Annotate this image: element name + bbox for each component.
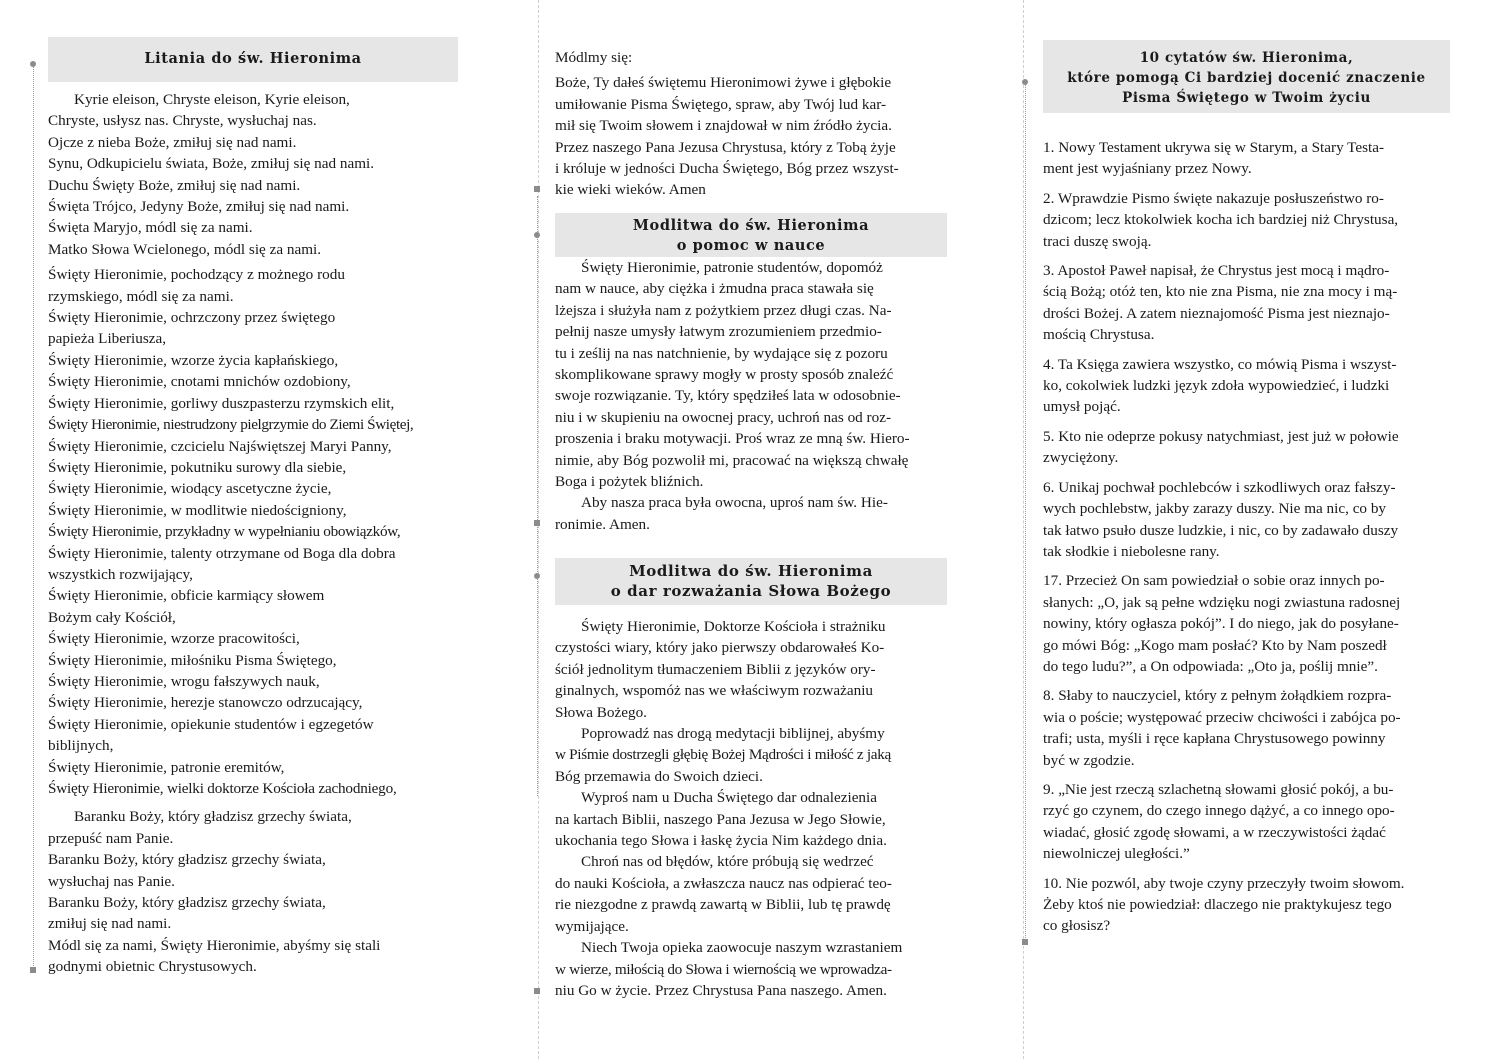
guide-square-bottom-1 <box>30 967 36 973</box>
quote-line: drości Bożej. A zatem nieznajomość Pisma jest nieznajo- <box>1043 304 1390 322</box>
guide-square-2e <box>534 988 540 994</box>
quote-item <box>1043 477 1450 563</box>
margin-guide-1 <box>33 64 34 970</box>
quote-line: Żeby ktoś nie powiedział: dlaczego nie praktykujesz tego <box>1043 896 1392 913</box>
litany-line: Święty Hieronimie, wrogu fałszywych nauk, <box>48 672 320 690</box>
litany-line: Duchu Święty Boże, zmiłuj się nad nami. <box>48 176 301 194</box>
litany-line: Baranku Boży, który gładzisz grzechy świata, <box>48 851 326 869</box>
quote-line: dzicom; lecz ktokolwiek kocha ich bardziej niż Chrystusa, <box>1043 211 1399 229</box>
prayer-line: Chroń nas od błędów, które próbują się wedrzeć <box>581 853 874 871</box>
prayer-line: Wyproś nam u Ducha Świętego dar odnalezienia <box>581 789 877 807</box>
litany-line: Święty Hieronimie, niestrudzony pielgrzymie do Ziemi Świętej, <box>48 416 414 434</box>
quote-line: wia o poście; występować przeciw chciwości i zabójca po- <box>1043 708 1401 726</box>
prayer-line: ronimie. Amen. <box>555 515 650 533</box>
quote-line: 10. Nie pozwól, aby twoje czyny przeczyły twoim słowom. <box>1043 874 1405 892</box>
prayer-line: pełnij nasze umysły łatwym zrozumieniem przedmio- <box>555 323 882 341</box>
prayer-line: Święty Hieronimie, Doktorze Kościoła i strażniku <box>581 618 886 635</box>
litany-line: Kyrie eleison, Chryste eleison, Kyrie eleison, <box>74 91 350 108</box>
prayer-line: Poprowadź nas drogą medytacji biblijnej, abyśmy <box>581 725 885 743</box>
litany-line: wysłuchaj nas Panie. <box>48 872 175 890</box>
litany-line: Módl się za nami, Święty Hieronimie, abyśmy się stali <box>48 936 381 954</box>
litany-line: Święty Hieronimie, herezje stanowczo odrzucający, <box>48 694 363 712</box>
prayer-line: Przez naszego Pana Jezusa Chrystusa, który z Tobą żyje <box>555 138 896 156</box>
quote-item <box>1043 260 1450 346</box>
prayer-study-title-box <box>555 213 947 257</box>
litany-line: Święty Hieronimie, ochrzczony przez świętego <box>48 309 336 327</box>
quotes-title-2: które pomogą Ci bardziej docenić znaczenie <box>1067 70 1426 86</box>
prayer-line: do nauki Kościoła, a zwłaszcza naucz nas odpierać teo- <box>555 874 892 892</box>
fold-line-left <box>538 0 539 1059</box>
quote-line: ścią Bożą; otóż ten, kto nie zna Pisma, nie zna mocy i mą- <box>1043 283 1398 301</box>
quote-line: ment jest wyjaśniany przez Nowy. <box>1043 160 1252 178</box>
quote-line: zwyciężony. <box>1043 449 1119 467</box>
guide-dot-top-1 <box>30 61 36 67</box>
litany-line: Święty Hieronimie, patronie eremitów, <box>48 758 285 776</box>
guide-dot-top-3 <box>1022 79 1028 85</box>
litany-line: Święty Hieronimie, gorliwy duszpasterzu rzymskich elit, <box>48 394 395 412</box>
quotes-title-1: 10 cytatów św. Hieronima, <box>1139 50 1354 66</box>
prayer-line: lżejsza i służyła nam z pożytkiem przez długi czas. Na- <box>555 301 892 319</box>
quote-item <box>1043 354 1450 418</box>
guide-square-bottom-3 <box>1022 939 1028 945</box>
quote-line: 17. Przecież On sam powiedział o sobie oraz innych po- <box>1043 572 1385 590</box>
quote-line: 6. Unikaj pochwał pochlebców i szkodliwych oraz fałszy- <box>1043 478 1396 496</box>
quote-item <box>1043 779 1450 865</box>
quote-line: do tego ludu?”, a On odpowiada: „Oto ja, poślij mnie”. <box>1043 657 1378 675</box>
litany-line: Święty Hieronimie, czcicielu Najświętszej Maryi Panny, <box>48 437 392 455</box>
prayer-line: Niech Twoja opieka zaowocuje naszym wzrastaniem <box>581 939 903 957</box>
prayer-line: nam w nauce, aby ciężka i żmudna praca stawała się <box>555 280 874 298</box>
quote-line: go mówi Bóg: „Kogo mam posłać? Kto by Nam poszedł <box>1043 636 1387 654</box>
litany-line: Ojcze z nieba Boże, zmiłuj się nad nami. <box>48 133 297 151</box>
margin-guide-2 <box>537 196 538 796</box>
quote-line: 9. „Nie jest rzeczą szlachetną słowami głosić pokój, a bu- <box>1043 780 1394 798</box>
prayer-study-title-1: Modlitwa do św. Hieronima <box>632 217 870 234</box>
prayer-line: w wierze, miłością do Słowa i wiernością we wprowadza- <box>555 960 892 978</box>
quote-line: 3. Apostoł Paweł napisał, że Chrystus jest mocą i mądro- <box>1043 262 1390 280</box>
quote-item <box>1043 873 1450 937</box>
litany-line: Święty Hieronimie, opiekunie studentów i egzegetów <box>48 715 374 733</box>
quote-line: tak łatwo psuło dusze ludzkie, i nic, co by zadawało duszy <box>1043 521 1399 539</box>
prayer-line: kie wieki wieków. Amen <box>555 181 706 199</box>
quote-line: tak słodkie i niebolesne rany. <box>1043 542 1220 560</box>
fold-line-right <box>1023 0 1024 1059</box>
margin-guide-3 <box>1025 82 1026 944</box>
prayer-word-title-2: o dar rozważania Słowa Bożego <box>610 582 892 600</box>
litany-line: Święty Hieronimie, wiodący ascetyczne życie, <box>48 480 332 498</box>
quote-line: rzyć go czynem, do czego innego dążyć, a co innego opo- <box>1043 802 1395 820</box>
litany-title-box <box>48 37 458 82</box>
quote-line: wych pochlebstw, jakby zarazy duszy. Nie ma nic, co by <box>1043 500 1387 518</box>
litany-line: Baranku Boży, który gładzisz grzechy świata, <box>48 894 326 912</box>
litany-line: Synu, Odkupicielu świata, Boże, zmiłuj się nad nami. <box>48 155 375 173</box>
prayer-line: rie niezgodne z prawdą zawartą w Biblii, lub tę prawdę <box>555 896 891 914</box>
prayer-line: Aby nasza praca była owocna, uproś nam św. Hie- <box>581 494 888 512</box>
quote-item <box>1043 188 1450 252</box>
litany-line: wszystkich rozwijający, <box>48 565 193 583</box>
quotes-column <box>1043 0 1450 937</box>
quote-line: ko, cokolwiek ludzki język zdoła wypowiedzieć, i ludzki <box>1043 377 1390 395</box>
prayers-column <box>555 0 947 999</box>
quote-line: 2. Wprawdzie Pismo święte nakazuje posłuszeństwo ro- <box>1043 189 1384 207</box>
litany-line: zmiłuj się nad nami. <box>48 915 172 933</box>
litany-line: Baranku Boży, który gładzisz grzechy świata, <box>74 808 352 826</box>
prayer-word-text <box>555 616 947 1001</box>
litany-line: godnymi obietnic Chrystusowych. <box>48 958 257 976</box>
let-us-pray-heading: Módlmy się: <box>555 49 633 66</box>
litany-line: Święty Hieronimie, miłośniku Pisma Świętego, <box>48 651 337 669</box>
quote-line: umysł pojąć. <box>1043 398 1121 416</box>
quote-item <box>1043 426 1450 469</box>
prayer-line: ukochania tego Słowa i łaskę życia Nim każdego dnia. <box>555 832 887 850</box>
quotes-title-box <box>1043 40 1450 113</box>
litany-line: Święta Trójco, Jedyny Boże, zmiłuj się nad nami. <box>48 198 350 216</box>
prayer-line: skomplikowane sprawy mogły w prosty sposób znaleźć <box>555 366 894 384</box>
prayer-line: proszenia i braku motywacji. Proś wraz ze mną św. Hiero- <box>555 430 910 448</box>
prayer-line: ginalnych, wspomóż nas we właściwym rozważaniu <box>555 682 874 700</box>
prayer-line: niu Go w życie. Przez Chrystusa Pana naszego. Amen. <box>555 981 887 999</box>
litany-text <box>48 89 458 978</box>
quote-line: niewolniczej uległości.” <box>1043 845 1190 863</box>
prayer-line: ściół jednolitym tłumaczeniem Biblii z języków ory- <box>555 660 876 678</box>
prayer-study-text <box>555 257 947 535</box>
quote-item <box>1043 570 1450 677</box>
quote-line: słanych: „O, jak są pełne wdzięku nogi zwiastuna radosnej <box>1043 593 1401 611</box>
quote-line: 1. Nowy Testament ukrywa się w Starym, a Stary Testa- <box>1043 139 1385 156</box>
prayer-line: Słowa Bożego. <box>555 703 647 721</box>
litany-line: Święty Hieronimie, pochodzący z możnego rodu <box>48 266 345 284</box>
quotes-title-3: Pisma Świętego w Twoim życiu <box>1122 90 1371 106</box>
quote-line: 8. Słaby to nauczyciel, który z pełnym żołądkiem rozpra- <box>1043 687 1392 705</box>
litany-line: Święty Hieronimie, obficie karmiący słowem <box>48 587 325 605</box>
quote-line: mością Chrystusa. <box>1043 326 1155 344</box>
litany-line: rzymskiego, módl się za nami. <box>48 287 234 305</box>
prayer-line: tu i ześlij na nas natchnienie, by wydające się z pozoru <box>555 344 888 362</box>
quote-line: co głosisz? <box>1043 917 1111 935</box>
quote-line: trafi; usta, myśli i ręce kapłana Chrystusowego powinny <box>1043 730 1386 748</box>
litany-line: Chryste, usłysz nas. Chryste, wysłuchaj nas. <box>48 112 317 130</box>
litany-line: Święty Hieronimie, wzorze pracowitości, <box>48 630 300 648</box>
litany-line: Święty Hieronimie, przykładny w wypełnianiu obowiązków, <box>48 523 401 541</box>
guide-square-2c <box>534 520 540 526</box>
prayer-line: Boga i pożytek bliźnich. <box>555 473 704 491</box>
litany-line: przepuść nam Panie. <box>48 829 174 847</box>
quote-item <box>1043 137 1450 180</box>
litany-column <box>48 0 458 978</box>
prayer-study-title-2: o pomoc w nauce <box>676 237 826 254</box>
quotes-list <box>1043 137 1450 937</box>
litany-line: Matko Słowa Wcielonego, módl się za nami. <box>48 240 322 258</box>
prayer-line: na kartach Biblii, naszego Pana Jezusa w Jego Słowie, <box>555 810 886 828</box>
litany-line: Święty Hieronimie, wzorze życia kapłańskiego, <box>48 351 339 369</box>
guide-dot-2b <box>534 232 540 238</box>
litany-line: Święty Hieronimie, pokutniku surowy dla siebie, <box>48 458 347 476</box>
litany-line: Święta Maryjo, módl się za nami. <box>48 219 253 237</box>
litany-line: biblijnych, <box>48 737 114 755</box>
prayer-line: swoje rozwiązanie. Ty, który spędziłeś lata w odosobnie- <box>555 387 901 405</box>
prayer-line: i króluje w jedności Ducha Świętego, Bóg przez wszyst- <box>555 160 899 178</box>
quote-line: być w zgodzie. <box>1043 751 1135 769</box>
quote-line: wiadać, głosić zgodę słowami, a w rzeczywistości żądać <box>1043 823 1386 841</box>
quote-line: 4. Ta Księga zawiera wszystko, co mówią Pisma i wszyst- <box>1043 355 1397 373</box>
prayer-line: Święty Hieronimie, patronie studentów, dopomóż <box>581 259 883 276</box>
prayer-line: niu i w skupieniu na owocnej pracy, uchroń nas od roz- <box>555 408 892 426</box>
prayer-line: w Piśmie dostrzegli głębię Bożej Mądrości i miłość z jaką <box>555 746 891 764</box>
prayer-line: umiłowanie Pisma Świętego, spraw, aby Twój lud kar- <box>555 95 887 113</box>
prayer-word-title-box <box>555 558 947 605</box>
quote-line: 5. Kto nie odeprze pokusy natychmiast, jest już w połowie <box>1043 427 1399 445</box>
guide-square-2a <box>534 186 540 192</box>
prayer-line: Bóg przemawia do Swoich dzieci. <box>555 767 763 785</box>
litany-title: Litania do św. Hieronima <box>144 50 362 67</box>
litany-line: Bożym cały Kościół, <box>48 608 176 626</box>
prayer-line: czystości wiary, który jako pierwszy obdarowałeś Ko- <box>555 639 885 657</box>
prayer-line: wymijające. <box>555 917 629 935</box>
quote-line: nowiny, który ogłasza pokój”. I do niego, jak do posyłane- <box>1043 615 1399 633</box>
quote-item <box>1043 685 1450 771</box>
guide-dot-2d <box>534 573 540 579</box>
litany-line: papieża Liberiusza, <box>48 330 167 348</box>
quote-line: traci duszę swoją. <box>1043 232 1152 250</box>
prayer-word-title-1: Modlitwa do św. Hieronima <box>629 562 873 580</box>
litany-line: Święty Hieronimie, w modlitwie niedościgniony, <box>48 501 347 519</box>
prayer-line: nimie, aby Bóg pozwolił mi, pracować na większą chwałę <box>555 451 909 469</box>
let-us-pray-text <box>555 47 947 201</box>
prayer-line: Boże, Ty dałeś świętemu Hieronimowi żywe i głębokie <box>555 74 892 92</box>
litany-line: Święty Hieronimie, wielki doktorze Kościoła zachodniego, <box>48 780 397 797</box>
prayer-line: mił się Twoim słowem i znajdował w nim źródło życia. <box>555 117 892 135</box>
litany-line: Święty Hieronimie, talenty otrzymane od Boga dla dobra <box>48 544 396 562</box>
litany-line: Święty Hieronimie, cnotami mnichów ozdobiony, <box>48 373 351 391</box>
